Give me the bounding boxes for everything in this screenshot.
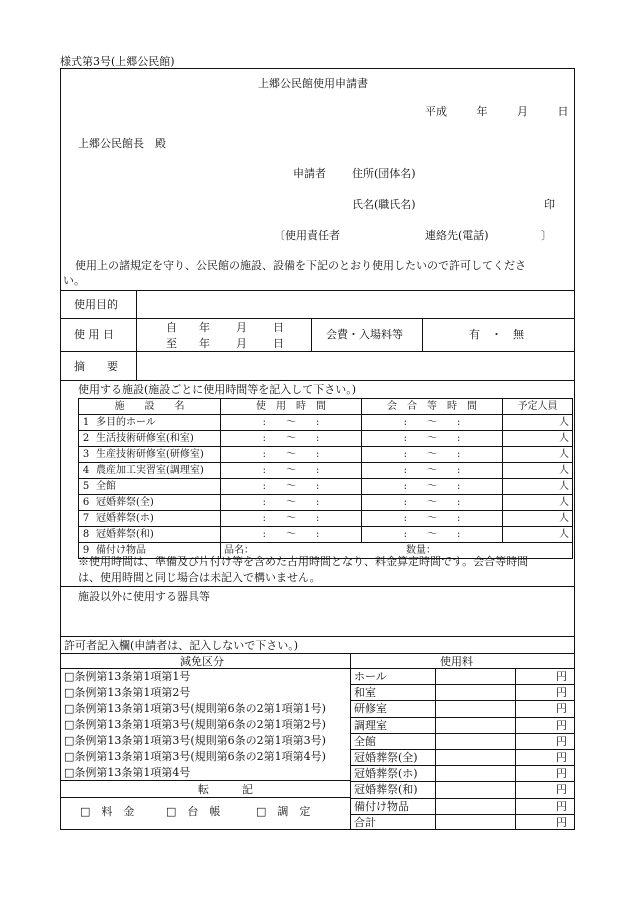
facility-row [79,415,573,431]
expected-people-input[interactable]: 人 [503,431,573,447]
expected-people-input[interactable]: 人 [503,447,573,463]
addressee: 上郷公民館長 殿 [78,137,166,150]
fee-label: 会費・入場料等 [326,328,403,341]
applicant-name-label: 氏名(職氏名) [352,198,416,211]
item-label: 品名： [224,545,254,556]
fee-amount-input[interactable] [436,700,514,715]
row-number: 2 [82,433,90,444]
row-number: 8 [82,529,90,540]
date-year: 年 [476,105,488,118]
facilities-table [78,398,573,559]
fee-amount-input[interactable] [436,668,514,683]
form-number: 様式第3号(上郷公民館) [60,55,175,68]
fee-amount-input[interactable] [436,717,514,732]
yen-unit: 円 [556,702,567,716]
yen-unit: 円 [556,751,567,764]
to-month: 月 [236,337,247,350]
reduction-checkbox-item[interactable]: □条例第13条第1項第2号 [64,686,191,699]
transfer-ledger-checkbox[interactable]: □ 台 帳 [166,805,221,818]
meeting-time-input[interactable]: : ～ : [362,431,503,447]
expected-people-input[interactable]: 人 [503,463,573,479]
row-number: 1 [82,417,90,428]
time-note-line-2: は、使用時間と同じ場合は未記入で構いません。 [78,571,321,584]
facility-row [79,463,573,479]
to-day: 日 [273,337,284,350]
fee-item-label: 冠婚葬祭(和) [354,783,418,797]
equipment-input[interactable]: 品名： 数量： [221,543,573,559]
other-equipment-input[interactable] [62,605,573,635]
fee-amount-input[interactable] [436,814,514,829]
facility-name: 生産技術研修室(研修室) [96,449,204,460]
purpose-label: 使用目的 [74,298,118,311]
fee-item-label: 調理室 [354,718,387,732]
row-number: 9 [82,545,90,556]
to-year: 年 [199,337,210,350]
yen-unit: 円 [556,799,567,813]
statement-line-1: 使用上の諸規定を守り、公民館の施設、設備を下記のとおり使用したいので許可してくださ [75,259,526,272]
bracket-close: 〕 [541,229,552,242]
use-date-from[interactable] [166,322,284,333]
use-time-input[interactable]: : ～ : [221,527,362,543]
use-time-input[interactable]: : ～ : [221,431,362,447]
yen-unit: 円 [556,670,567,683]
applicant-address-label: 住所(団体名) [352,167,416,180]
transfer-label: 転 記 [198,783,253,796]
date-field[interactable] [425,106,569,117]
other-equipment-label: 施設以外に使用する器具等 [78,590,210,603]
responsible-person-label: 〔使用責任者 [274,229,340,242]
expected-people-input[interactable]: 人 [503,415,573,431]
remarks-label: 摘 要 [74,360,118,373]
expected-people-input[interactable]: 人 [503,527,573,543]
facility-name: 生活技術研修室(和室) [96,433,194,444]
row-number: 3 [82,449,90,460]
reduction-checkbox-item[interactable]: □条例第13条第1項第3号(規則第6条の2第1項第4号) [64,750,326,763]
facility-row [79,479,573,495]
use-time-input[interactable]: : ～ : [221,463,362,479]
from-year: 年 [199,321,210,334]
expected-people-input[interactable]: 人 [503,511,573,527]
to-label: 至 [166,337,177,350]
time-note-line-1: ※使用時間は、準備及び片付け等を含めた占用時間となり、料金算定時間です。会合等時間 [78,555,529,568]
facility-row [79,511,573,527]
use-time-input[interactable]: : ～ : [221,479,362,495]
use-time-input[interactable]: : ～ : [221,447,362,463]
permit-heading: 許可者記入欄(申請者は、記入しないで下さい。) [64,639,299,652]
reduction-checkbox-item[interactable]: □条例第13条第1項第3号(規則第6条の2第1項第1号) [64,702,326,715]
yen-unit: 円 [556,767,567,781]
header-expected-people: 予定人員 [503,399,573,415]
fee-amount-input[interactable] [436,798,514,813]
from-label: 自 [166,321,177,334]
facility-name: 多目的ホール [96,417,156,428]
reduction-checkbox-item[interactable]: □条例第13条第1項第1号 [64,670,191,683]
date-day: 日 [557,105,569,118]
fee-header: 使用料 [440,655,473,668]
row-number: 6 [82,497,90,508]
fee-amount-input[interactable] [436,749,514,764]
contact-phone-label: 連絡先(電話) [425,229,489,242]
remarks-input[interactable] [137,352,574,380]
row-number: 7 [82,513,90,524]
fee-item-label: 冠婚葬祭(ホ) [354,767,418,781]
facility-name: 冠婚葬祭(全) [96,497,154,508]
meeting-time-input[interactable]: : ～ : [362,447,503,463]
yen-unit: 円 [556,718,567,732]
meeting-time-input[interactable]: : ～ : [362,415,503,431]
meeting-time-input[interactable]: : ～ : [362,511,503,527]
from-month: 月 [236,321,247,334]
meeting-time-input[interactable]: : ～ : [362,479,503,495]
meeting-time-input[interactable]: : ～ : [362,495,503,511]
expected-people-input[interactable]: 人 [503,479,573,495]
yen-unit: 円 [556,686,567,700]
applicant-label: 申請者 [293,167,326,180]
equipment-name: 備付け物品 [96,545,146,556]
fee-item-label: 研修室 [354,702,387,716]
fee-item-label: 合計 [354,815,376,829]
from-day: 日 [273,321,284,334]
facility-row [79,431,573,447]
yen-unit: 円 [556,815,567,829]
row-number: 5 [82,481,90,492]
use-date-to[interactable] [166,338,284,349]
reduction-checkbox-item[interactable]: □条例第13条第1項第3号(規則第6条の2第1項第3号) [64,734,326,747]
transfer-adjust-checkbox[interactable]: □ 調 定 [256,805,311,818]
fee-amount-input[interactable] [436,765,514,780]
use-time-input[interactable]: : ～ : [221,415,362,431]
facility-name: 農産加工実習室(調理室) [96,465,204,476]
meeting-time-input[interactable]: : ～ : [362,527,503,543]
date-month: 月 [517,105,528,118]
reduction-checkbox-item[interactable]: □条例第13条第1項第4号 [64,766,191,779]
fee-item-label: ホール [354,670,387,683]
date-era: 平成 [425,105,447,118]
reduction-checkbox-item[interactable]: □条例第13条第1項第3号(規則第6条の2第1項第2号) [64,718,326,731]
row-number: 4 [82,465,90,476]
facility-row [79,527,573,543]
facility-name: 全館 [96,481,116,492]
facility-name: 冠婚葬祭(ホ) [96,513,154,524]
reduction-header: 減免区分 [180,655,224,668]
expected-people-input[interactable]: 人 [503,495,573,511]
fee-amount-input[interactable] [436,684,514,699]
facilities-heading: 使用する施設(施設ごとに使用時間等を記入して下さい。) [78,383,357,396]
transfer-fee-checkbox[interactable]: □ 料 金 [80,805,135,818]
use-date-label: 使 用 日 [74,328,114,341]
yen-unit: 円 [556,783,567,797]
facility-row [79,495,573,511]
fee-item-label: 和室 [354,686,376,700]
meeting-time-input[interactable]: : ～ : [362,463,503,479]
fee-item-label: 備付け物品 [354,799,409,813]
form-title: 上郷公民館使用申請書 [258,77,368,90]
fee-item-label: 冠婚葬祭(全) [354,751,418,764]
facility-name: 冠婚葬祭(和) [96,529,154,540]
yen-unit: 円 [556,734,567,748]
fee-yes-no[interactable]: 有 ・ 無 [469,328,524,341]
use-time-input[interactable]: : ～ : [221,511,362,527]
purpose-input[interactable] [137,291,574,318]
use-time-input[interactable]: : ～ : [221,495,362,511]
header-use-time: 使 用 時 間 [221,399,362,415]
statement-line-2: い。 [63,274,85,287]
fee-amount-input[interactable] [436,781,514,796]
header-meeting-time: 会 合 等 時 間 [362,399,503,415]
seal-mark: 印 [544,198,555,211]
facility-row [79,447,573,463]
fee-amount-input[interactable] [436,733,514,748]
header-facility-name: 施 設 名 [79,399,221,415]
fee-item-label: 全館 [354,734,376,748]
